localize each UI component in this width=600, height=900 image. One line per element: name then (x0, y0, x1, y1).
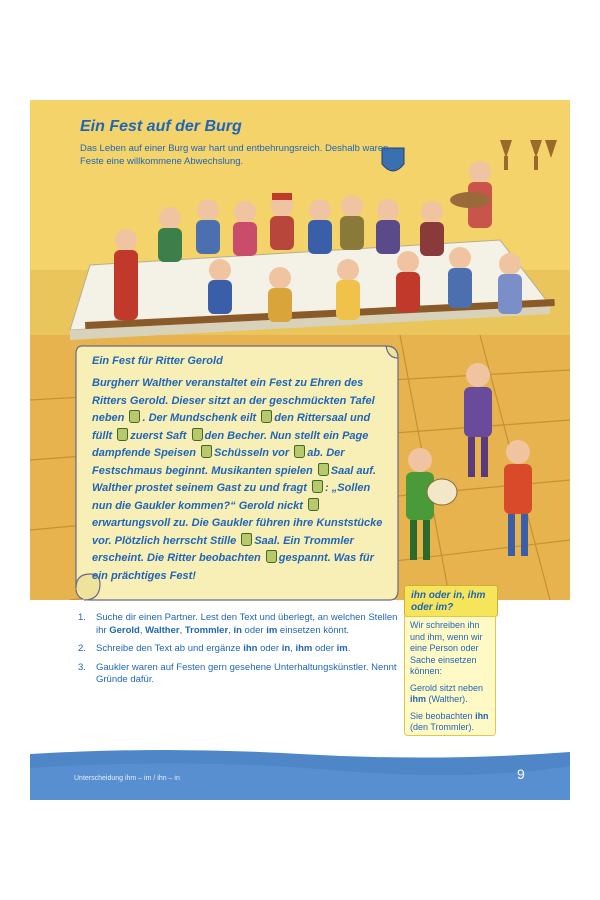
story-segment: erwartungsvoll zu. Die Gaukler führen ihre Kunststücke vor. Plötzlich herrscht Stille (92, 517, 383, 547)
cup-icon (308, 498, 319, 511)
keyword: ihn (243, 643, 258, 654)
task-text (96, 643, 350, 656)
cup-icon (192, 428, 203, 441)
story-segment: den Rittersaal und füllt (92, 412, 371, 442)
story-segment: Saal. Ein Trommler erscheint. Die Ritter beobachten (92, 534, 354, 564)
example-text: Sie beobachten (410, 710, 476, 721)
keyword: in (233, 624, 242, 636)
story-segment: den Becher. Nun stellt ein Page dampfende Speisen (92, 429, 369, 459)
example-text: Gerold sitzt neben (410, 682, 484, 693)
keyword: Trommler (184, 624, 229, 636)
cup-icon (117, 428, 128, 441)
task-text-part: Schreibe den Text ab und ergänze (96, 643, 244, 654)
keyword: ihm (295, 643, 313, 654)
task-text-part: oder (241, 624, 267, 636)
keyword: Gerold (109, 624, 140, 636)
infobox-example (410, 683, 490, 706)
intro-text: Das Leben auf einer Burg war hart und entbehrungsreich. Deshalb waren Feste eine willkommene Abwechslung. (80, 143, 389, 167)
infobox-heading (404, 585, 498, 617)
task-text-part: Suche dir einen Partner. Lest den Text und überlegt, an welchen Stellen ihr (96, 612, 398, 636)
cup-icon (129, 410, 140, 423)
cup-icon (318, 463, 329, 476)
story-title: Ein Fest für Ritter Gerold (92, 355, 223, 367)
example-text: (den Trommler). (410, 722, 475, 732)
story-text (92, 375, 392, 585)
footer-band (30, 748, 570, 800)
keyword: ihm (410, 694, 427, 704)
grammar-infobox (404, 616, 496, 736)
infobox-rule: Wir schreiben ihn und ihm, wenn wir eine Person oder Sache einsetzen können: (410, 620, 483, 676)
task-text-part: oder (312, 643, 337, 654)
task-text-part: , (179, 624, 185, 636)
task-text-part: . (347, 643, 351, 654)
task-item (78, 612, 398, 637)
cup-icon (266, 550, 277, 563)
page-title: Ein Fest auf der Burg (80, 118, 242, 135)
task-text-part: , (139, 624, 146, 636)
story-segment: Saal auf. Walther prostet seinem Gast zu und fragt (92, 464, 376, 494)
story-segment: Burgherr Walther veranstaltet ein Fest zu Ehren des Ritters Gerold. Dieser sitzt an der geschmückten Tafel neben (92, 377, 375, 424)
infobox-heading-text: ihn oder in, ihm oder im? (411, 590, 486, 613)
task-number: 1. (78, 612, 86, 623)
story-segment: Schüsseln vor (213, 447, 290, 459)
task-text: Gaukler waren auf Festen gern gesehene Unterhaltungskünstler. Nennt Gründe dafür. (96, 661, 397, 685)
cup-icon (312, 480, 323, 493)
keyword: in (281, 643, 291, 654)
keyword: ihn (475, 710, 489, 721)
task-text-part: oder (257, 643, 282, 654)
task-number: 3. (78, 661, 86, 673)
cup-icon (261, 410, 272, 423)
task-text (96, 612, 398, 637)
task-text-part: , (228, 624, 234, 636)
footer-label: Unterscheidung ihm – im / ihn – in (74, 775, 180, 782)
cup-icon (294, 445, 305, 458)
story-segment: : „Sollen nun die Gaukler kommen?“ Gerold nickt (92, 482, 371, 512)
story-segment: gespannt. Was für ein prächtiges Fest! (92, 552, 374, 582)
infobox-example (410, 711, 490, 734)
task-text-part: einsetzen könnt. (277, 624, 350, 636)
cup-icon (201, 445, 212, 458)
story-segment: . Der Mundschenk eilt (142, 412, 257, 424)
story-segment: ab. Der Festschmaus beginnt. Musikanten spielen (92, 447, 345, 477)
task-list (78, 612, 398, 693)
task-number: 2. (78, 643, 86, 654)
keyword: im (336, 643, 348, 654)
cup-icon (241, 533, 252, 546)
page-number: 9 (517, 766, 525, 782)
task-item (78, 662, 398, 687)
keyword: im (266, 624, 278, 636)
example-text: (Walther). (426, 694, 468, 704)
task-text-part: , (290, 643, 296, 654)
keyword: Walther (145, 624, 180, 636)
story-segment: zuerst Saft (130, 429, 187, 442)
task-item (78, 643, 398, 656)
